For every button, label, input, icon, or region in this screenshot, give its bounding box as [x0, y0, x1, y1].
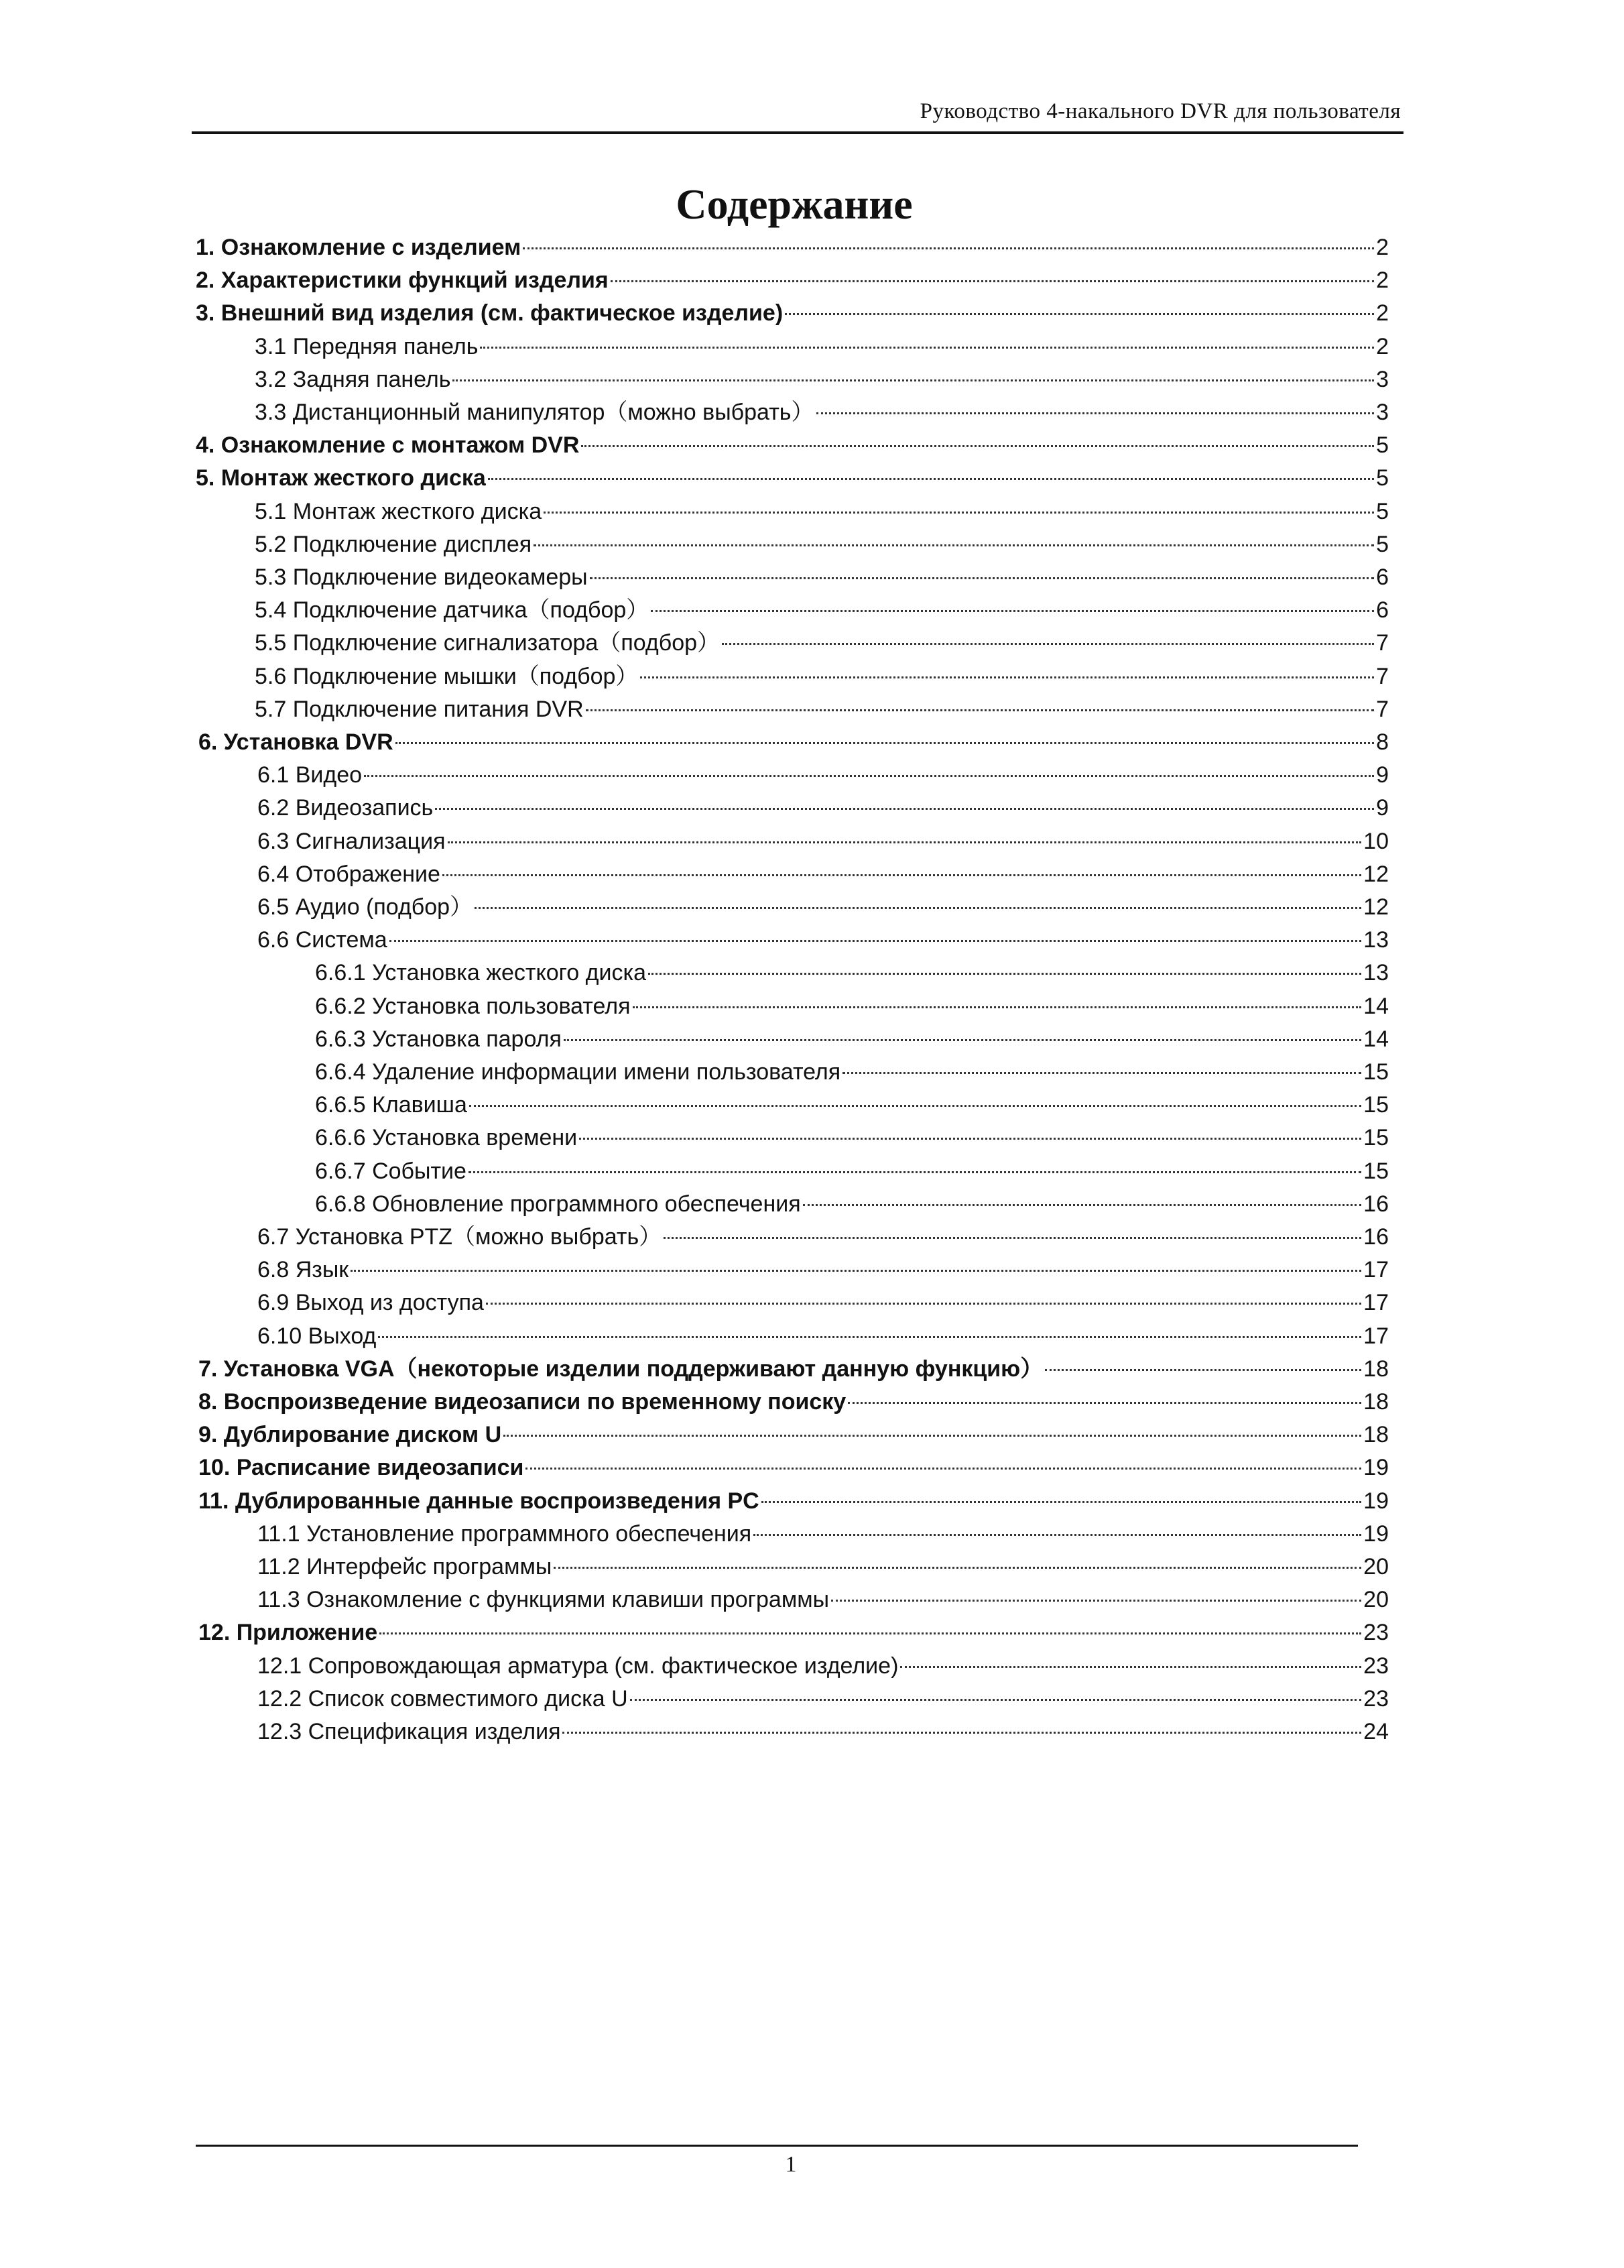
toc-entry-page: 2 — [1376, 235, 1389, 260]
toc-entry-title: 8. Воспроизведение видеозаписи по временному поиску — [198, 1389, 847, 1415]
toc-entry[interactable] — [257, 1551, 1389, 1582]
toc-entry-page: 16 — [1363, 1224, 1389, 1250]
dot-leader — [651, 610, 1374, 612]
toc-entry-title: 2. Характеристики функций изделия — [196, 267, 609, 293]
toc-entry-title: 3.3 Дистанционный манипулятор（можно выбрать） — [255, 400, 814, 425]
toc-entry[interactable] — [255, 529, 1389, 560]
toc-entry-page: 20 — [1363, 1554, 1389, 1579]
toc-entry-page: 7 — [1376, 697, 1389, 722]
dot-leader — [785, 313, 1374, 315]
toc-entry[interactable] — [257, 1651, 1389, 1681]
toc-entry-page: 10 — [1363, 829, 1389, 854]
toc-entry-title: 6.3 Сигнализация — [257, 829, 446, 854]
dot-leader — [562, 1732, 1361, 1734]
toc-entry-title: 6.9 Выход из доступа — [257, 1290, 484, 1315]
toc-entry[interactable] — [255, 496, 1389, 527]
dot-leader — [442, 874, 1361, 876]
toc-entry-title: 5.6 Подключение мышки（подбор） — [255, 664, 639, 689]
dot-leader — [648, 973, 1361, 975]
toc-entry-title: 6.6.4 Удаление информации имени пользователя — [315, 1059, 841, 1085]
dot-leader — [486, 1303, 1361, 1305]
toc-entry-title: 6.6.8 Обновление программного обеспечения — [315, 1191, 801, 1217]
toc-entry[interactable] — [257, 924, 1389, 955]
toc-entry-title: 3.2 Задняя панель — [255, 367, 451, 392]
toc-entry[interactable] — [257, 1287, 1389, 1318]
toc-entry-title: 6.6 Система — [257, 927, 387, 953]
toc-entry[interactable] — [198, 1452, 1389, 1483]
toc-entry-page: 13 — [1363, 927, 1389, 953]
toc-entry-title: 11.2 Интерфейс программы — [257, 1554, 552, 1579]
dot-leader — [525, 1468, 1361, 1470]
toc-entry-page: 5 — [1376, 465, 1389, 491]
toc-entry-page: 15 — [1363, 1125, 1389, 1150]
dot-leader — [452, 379, 1374, 381]
toc-entry-page: 7 — [1376, 630, 1389, 656]
dot-leader — [761, 1501, 1361, 1503]
dot-leader — [581, 445, 1374, 447]
dot-leader — [586, 709, 1374, 711]
toc-entry[interactable] — [315, 1122, 1389, 1153]
toc-entry[interactable] — [196, 463, 1389, 493]
toc-entry-page: 15 — [1363, 1092, 1389, 1118]
toc-entry-page: 8 — [1376, 729, 1389, 755]
toc-entry-title: 1. Ознакомление с изделием — [196, 235, 521, 260]
toc-entry[interactable] — [315, 1156, 1389, 1187]
toc-entry[interactable] — [198, 1386, 1389, 1417]
toc-entry-title: 6.2 Видеозапись — [257, 795, 434, 821]
dot-leader — [564, 1039, 1361, 1041]
toc-entry-title: 6.6.3 Установка пароля — [315, 1026, 562, 1052]
toc-entry-page: 18 — [1363, 1356, 1389, 1382]
toc-entry[interactable] — [257, 1221, 1389, 1252]
toc-entry-title: 12.1 Сопровождающая арматура (см. фактическое изделие) — [257, 1653, 899, 1679]
toc-entry-title: 5.5 Подключение сигнализатора（подбор） — [255, 630, 721, 656]
toc-entry-page: 9 — [1376, 762, 1389, 788]
toc-entry-title: 5.1 Монтаж жесткого диска — [255, 499, 542, 524]
toc-entry-page: 23 — [1363, 1686, 1389, 1712]
dot-leader — [753, 1534, 1361, 1536]
toc-entry-title: 3. Внешний вид изделия (см. фактическое изделие) — [196, 300, 784, 326]
toc-entry-page: 19 — [1363, 1455, 1389, 1480]
footer-page-number: 1 — [785, 2152, 797, 2177]
toc-entry-title: 6.1 Видео — [257, 762, 363, 788]
dot-leader — [554, 1567, 1361, 1569]
dot-leader — [633, 1006, 1362, 1008]
toc-entry-page: 6 — [1376, 564, 1389, 590]
dot-leader — [534, 544, 1374, 546]
toc-entry-page: 15 — [1363, 1158, 1389, 1184]
dot-leader — [435, 808, 1374, 810]
toc-entry-page: 6 — [1376, 597, 1389, 623]
toc-entry[interactable] — [315, 1189, 1389, 1219]
toc-entry-title: 6.6.7 Событие — [315, 1158, 466, 1184]
dot-leader — [378, 1336, 1361, 1338]
toc-entry[interactable] — [257, 826, 1389, 857]
dot-leader — [816, 412, 1375, 414]
toc-entry[interactable] — [257, 859, 1389, 890]
toc-entry-title: 6.6.6 Установка времени — [315, 1125, 578, 1150]
toc-entry-title: 11.3 Ознакомление с функциями клавиши программы — [257, 1587, 830, 1612]
toc-entry-page: 7 — [1376, 664, 1389, 689]
dot-leader — [389, 940, 1362, 942]
dot-leader — [842, 1072, 1361, 1074]
toc-entry-title: 12. Приложение — [198, 1620, 378, 1645]
toc-entry[interactable] — [198, 1419, 1389, 1450]
dot-leader — [664, 1237, 1361, 1239]
toc-entry-page: 20 — [1363, 1587, 1389, 1612]
toc-entry[interactable] — [255, 364, 1389, 395]
dot-leader — [469, 1105, 1361, 1107]
toc-entry[interactable] — [257, 1518, 1389, 1549]
toc-entry[interactable] — [257, 1584, 1389, 1615]
toc-entry[interactable] — [257, 1321, 1389, 1352]
toc-entry-page: 15 — [1363, 1059, 1389, 1085]
toc-entry-page: 13 — [1363, 960, 1389, 986]
dot-leader — [848, 1402, 1361, 1404]
toc-entry-page: 18 — [1363, 1389, 1389, 1415]
toc-entry-title: 4. Ознакомление с монтажом DVR — [196, 432, 580, 458]
toc-entry-page: 12 — [1363, 861, 1389, 887]
dot-leader — [831, 1600, 1361, 1602]
toc-entry-page: 19 — [1363, 1521, 1389, 1547]
toc-entry[interactable] — [255, 397, 1389, 428]
dot-leader — [630, 1699, 1362, 1701]
toc-entry-page: 14 — [1363, 994, 1389, 1019]
toc-entry-title: 5.4 Подключение датчика（подбор） — [255, 597, 649, 623]
toc-entry[interactable] — [257, 1254, 1389, 1285]
toc-entry-title: 11.1 Установление программного обеспечения — [257, 1521, 752, 1547]
toc-entry[interactable] — [315, 1089, 1389, 1120]
toc-entry-page: 17 — [1363, 1290, 1389, 1315]
toc-entry-title: 5. Монтаж жесткого диска — [196, 465, 486, 491]
dot-leader — [351, 1270, 1361, 1272]
toc-entry-page: 5 — [1376, 499, 1389, 524]
toc-entry-title: 5.2 Подключение дисплея — [255, 532, 532, 557]
toc-entry-title: 12.3 Спецификация изделия — [257, 1719, 561, 1744]
toc-entry[interactable] — [255, 331, 1389, 362]
toc-entry-title: 9. Дублирование диском U — [198, 1422, 502, 1447]
dot-leader — [803, 1204, 1362, 1206]
toc-entry[interactable] — [315, 1057, 1389, 1087]
dot-leader — [379, 1632, 1361, 1634]
footer-rule — [196, 2145, 1358, 2147]
dot-leader — [579, 1138, 1361, 1140]
dot-leader — [475, 907, 1361, 909]
toc-entry[interactable] — [196, 430, 1389, 461]
toc-entry-page: 23 — [1363, 1653, 1389, 1679]
toc-entry-title: 5.3 Подключение видеокамеры — [255, 564, 588, 590]
toc-entry-page: 3 — [1376, 400, 1389, 425]
dot-leader — [590, 577, 1374, 579]
toc-entry-page: 5 — [1376, 532, 1389, 557]
toc-entry-title: 6.6.5 Клавиша — [315, 1092, 467, 1118]
toc-entry[interactable] — [196, 232, 1389, 263]
toc-entry[interactable] — [198, 727, 1389, 758]
toc-entry-page: 16 — [1363, 1191, 1389, 1217]
toc-entry[interactable] — [315, 957, 1389, 988]
toc-entry-page: 17 — [1363, 1257, 1389, 1282]
dot-leader — [364, 775, 1374, 777]
toc-entry[interactable] — [257, 760, 1389, 790]
toc-entry-title: 6.4 Отображение — [257, 861, 440, 887]
dot-leader — [395, 742, 1374, 744]
toc-entry-title: 10. Расписание видеозаписи — [198, 1455, 524, 1480]
toc-entry[interactable] — [257, 892, 1389, 922]
toc-entry-title: 6.7 Установка PTZ（можно выбрать） — [257, 1224, 662, 1250]
toc-entry-page: 9 — [1376, 795, 1389, 821]
toc-entry[interactable] — [257, 792, 1389, 823]
toc-entry-page: 24 — [1363, 1719, 1389, 1744]
toc-entry[interactable] — [255, 694, 1389, 725]
toc-entry-page: 23 — [1363, 1620, 1389, 1645]
dot-leader — [611, 280, 1374, 282]
dot-leader — [469, 1171, 1361, 1173]
toc-entry-page: 17 — [1363, 1323, 1389, 1349]
dot-leader — [640, 676, 1374, 678]
dot-leader — [448, 841, 1362, 843]
toc-entry[interactable] — [255, 628, 1389, 658]
toc-entry-page: 2 — [1376, 267, 1389, 293]
running-header: Руководство 4-накального DVR для пользователя — [920, 99, 1401, 123]
toc-entry[interactable] — [196, 265, 1389, 296]
dot-leader — [900, 1666, 1361, 1668]
dot-leader — [1045, 1369, 1361, 1371]
toc-entry-page: 12 — [1363, 894, 1389, 920]
toc-entry[interactable] — [257, 1683, 1389, 1714]
toc-entry-title: 6.6.1 Установка жесткого диска — [315, 960, 646, 986]
dot-leader — [480, 347, 1374, 349]
toc-entry-page: 3 — [1376, 367, 1389, 392]
toc-entry-title: 6.5 Аудио (подбор） — [257, 894, 473, 920]
toc-entry-title: 5.7 Подключение питания DVR — [255, 697, 584, 722]
toc-entry-title: 3.1 Передняя панель — [255, 334, 479, 359]
page-title: Содержание — [676, 180, 913, 228]
dot-leader — [503, 1435, 1361, 1437]
toc-entry[interactable] — [198, 1354, 1389, 1384]
toc-entry-title: 6. Установка DVR — [198, 729, 393, 755]
toc-entry[interactable] — [315, 1024, 1389, 1055]
toc-entry-title: 6.6.2 Установка пользователя — [315, 994, 631, 1019]
toc-entry-title: 6.10 Выход — [257, 1323, 377, 1349]
toc-entry-page: 5 — [1376, 432, 1389, 458]
toc-entry-page: 2 — [1376, 300, 1389, 326]
toc-entry[interactable] — [257, 1716, 1389, 1747]
header-rule — [192, 131, 1403, 134]
toc-entry-page: 18 — [1363, 1422, 1389, 1447]
toc-entry-title: 12.2 Список совместимого диска U — [257, 1686, 628, 1712]
toc-entry-title: 11. Дублированные данные воспроизведения PC — [198, 1488, 759, 1514]
dot-leader — [722, 643, 1374, 645]
toc-entry[interactable] — [255, 661, 1389, 692]
toc-entry[interactable] — [196, 298, 1389, 329]
toc-entry[interactable] — [255, 595, 1389, 625]
toc-entry-title: 7. Установка VGA（некоторые изделии поддерживают данную функцию） — [198, 1356, 1044, 1382]
dot-leader — [544, 512, 1374, 514]
toc-entry-title: 6.8 Язык — [257, 1257, 349, 1282]
dot-leader — [488, 478, 1374, 480]
dot-leader — [523, 247, 1374, 249]
toc-entry-page: 2 — [1376, 334, 1389, 359]
toc-entry[interactable] — [198, 1617, 1389, 1648]
toc-entry-page: 14 — [1363, 1026, 1389, 1052]
toc-entry[interactable] — [315, 991, 1389, 1022]
toc-entry-page: 19 — [1363, 1488, 1389, 1514]
toc-entry[interactable] — [255, 562, 1389, 593]
toc-entry[interactable] — [198, 1486, 1389, 1516]
